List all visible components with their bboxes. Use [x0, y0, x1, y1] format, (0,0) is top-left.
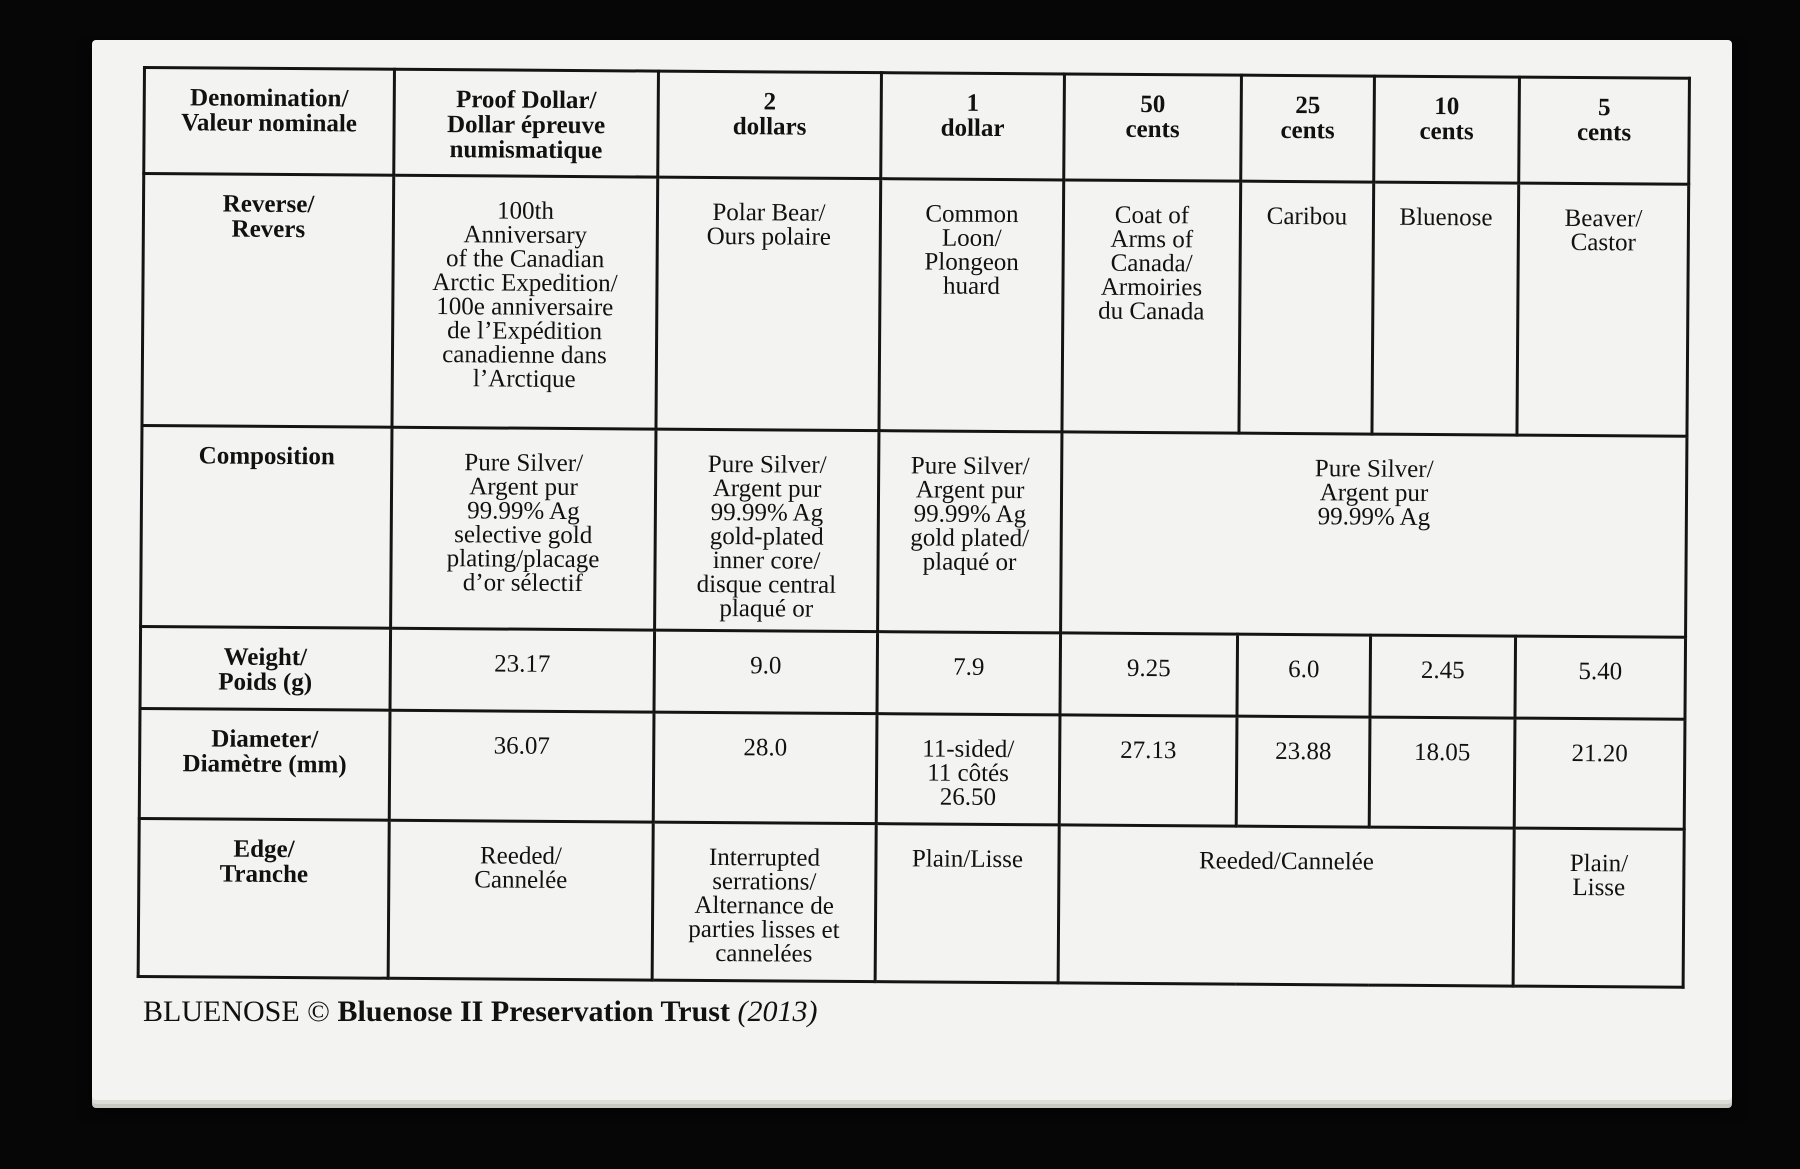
- diameter-50-cents: 27.13: [1059, 715, 1237, 826]
- weight-50-cents: 9.25: [1060, 633, 1238, 716]
- reverse-25-cents: Caribou: [1239, 181, 1374, 434]
- reverse-proof-dollar: 100th Anniversary of the Canadian Arctic Expedition/ 100e anniversaire de l’Expédition canadienne dans l’Arctique: [392, 175, 658, 429]
- composition-row: [141, 426, 1687, 638]
- diameter-25-cents: 23.88: [1236, 716, 1370, 827]
- row-label-composition: Composition: [141, 426, 392, 629]
- composition-2-dollars: Pure Silver/ Argent pur 99.99% Ag gold-plated inner core/ disque central plaqué or: [655, 429, 879, 632]
- composition-1-dollar: Pure Silver/ Argent pur 99.99% Ag gold plated/ plaqué or: [878, 431, 1062, 633]
- credit-owner: Bluenose II Preservation Trust: [337, 995, 730, 1028]
- header-5-cents: 5 cents: [1519, 77, 1690, 184]
- composition-small-coins: Pure Silver/ Argent pur 99.99% Ag: [1061, 432, 1687, 637]
- edge-proof-dollar: Reeded/ Cannelée: [388, 820, 653, 980]
- reverse-2-dollars: Polar Bear/ Ours polaire: [656, 177, 881, 431]
- edge-row: [138, 818, 1684, 987]
- edge-50-25-10-cents: Reeded/Cannelée: [1058, 825, 1514, 986]
- copyright-credit: [143, 995, 817, 1029]
- row-label-reverse: Reverse/ Revers: [142, 174, 394, 428]
- header-25-cents: 25 cents: [1241, 75, 1375, 182]
- edge-1-dollar: Plain/Lisse: [875, 824, 1059, 983]
- weight-2-dollars: 9.0: [654, 630, 878, 714]
- edge-2-dollars: Interrupted serrations/ Alternance de parties lisses et cannelées: [652, 822, 876, 982]
- row-label-weight: Weight/ Poids (g): [140, 626, 391, 710]
- reverse-5-cents: Beaver/ Castor: [1517, 183, 1689, 436]
- credit-prefix: BLUENOSE ©: [143, 995, 330, 1028]
- composition-proof-dollar: Pure Silver/ Argent pur 99.99% Ag selective gold plating/placage d’or sélectif: [391, 427, 656, 630]
- reverse-10-cents: Bluenose: [1372, 182, 1519, 435]
- header-proof-dollar: Proof Dollar/ Dollar épreuve numismatique: [394, 69, 659, 177]
- diameter-row: [139, 708, 1685, 829]
- diameter-2-dollars: 28.0: [653, 712, 877, 824]
- reverse-50-cents: Coat of Arms of Canada/ Armoiries du Canada: [1062, 180, 1241, 433]
- header-2-dollars: 2 dollars: [658, 71, 882, 179]
- header-row: [144, 68, 1690, 185]
- coin-specifications-table: [137, 66, 1691, 989]
- credit-year: (2013): [737, 995, 818, 1028]
- edge-5-cents: Plain/ Lisse: [1513, 828, 1684, 987]
- reverse-row: [142, 174, 1689, 437]
- row-label-diameter: Diameter/ Diamètre (mm): [139, 708, 390, 820]
- header-50-cents: 50 cents: [1064, 74, 1242, 181]
- row-label-edge: Edge/ Tranche: [138, 818, 389, 978]
- diameter-5-cents: 21.20: [1514, 718, 1685, 829]
- weight-1-dollar: 7.9: [877, 632, 1061, 715]
- weight-proof-dollar: 23.17: [390, 628, 655, 712]
- specifications-table-wrapper: [137, 66, 1688, 989]
- diameter-1-dollar: 11-sided/ 11 côtés 26.50: [876, 714, 1060, 825]
- header-denomination: Denomination/ Valeur nominale: [144, 68, 395, 176]
- header-1-dollar: 1 dollar: [881, 73, 1065, 180]
- reverse-1-dollar: Common Loon/ Plongeon huard: [879, 179, 1064, 432]
- diameter-proof-dollar: 36.07: [389, 710, 654, 822]
- weight-row: [140, 626, 1686, 719]
- diameter-10-cents: 18.05: [1369, 717, 1515, 828]
- header-10-cents: 10 cents: [1374, 76, 1520, 183]
- weight-25-cents: 6.0: [1237, 634, 1371, 717]
- weight-10-cents: 2.45: [1370, 635, 1516, 718]
- weight-5-cents: 5.40: [1515, 636, 1686, 719]
